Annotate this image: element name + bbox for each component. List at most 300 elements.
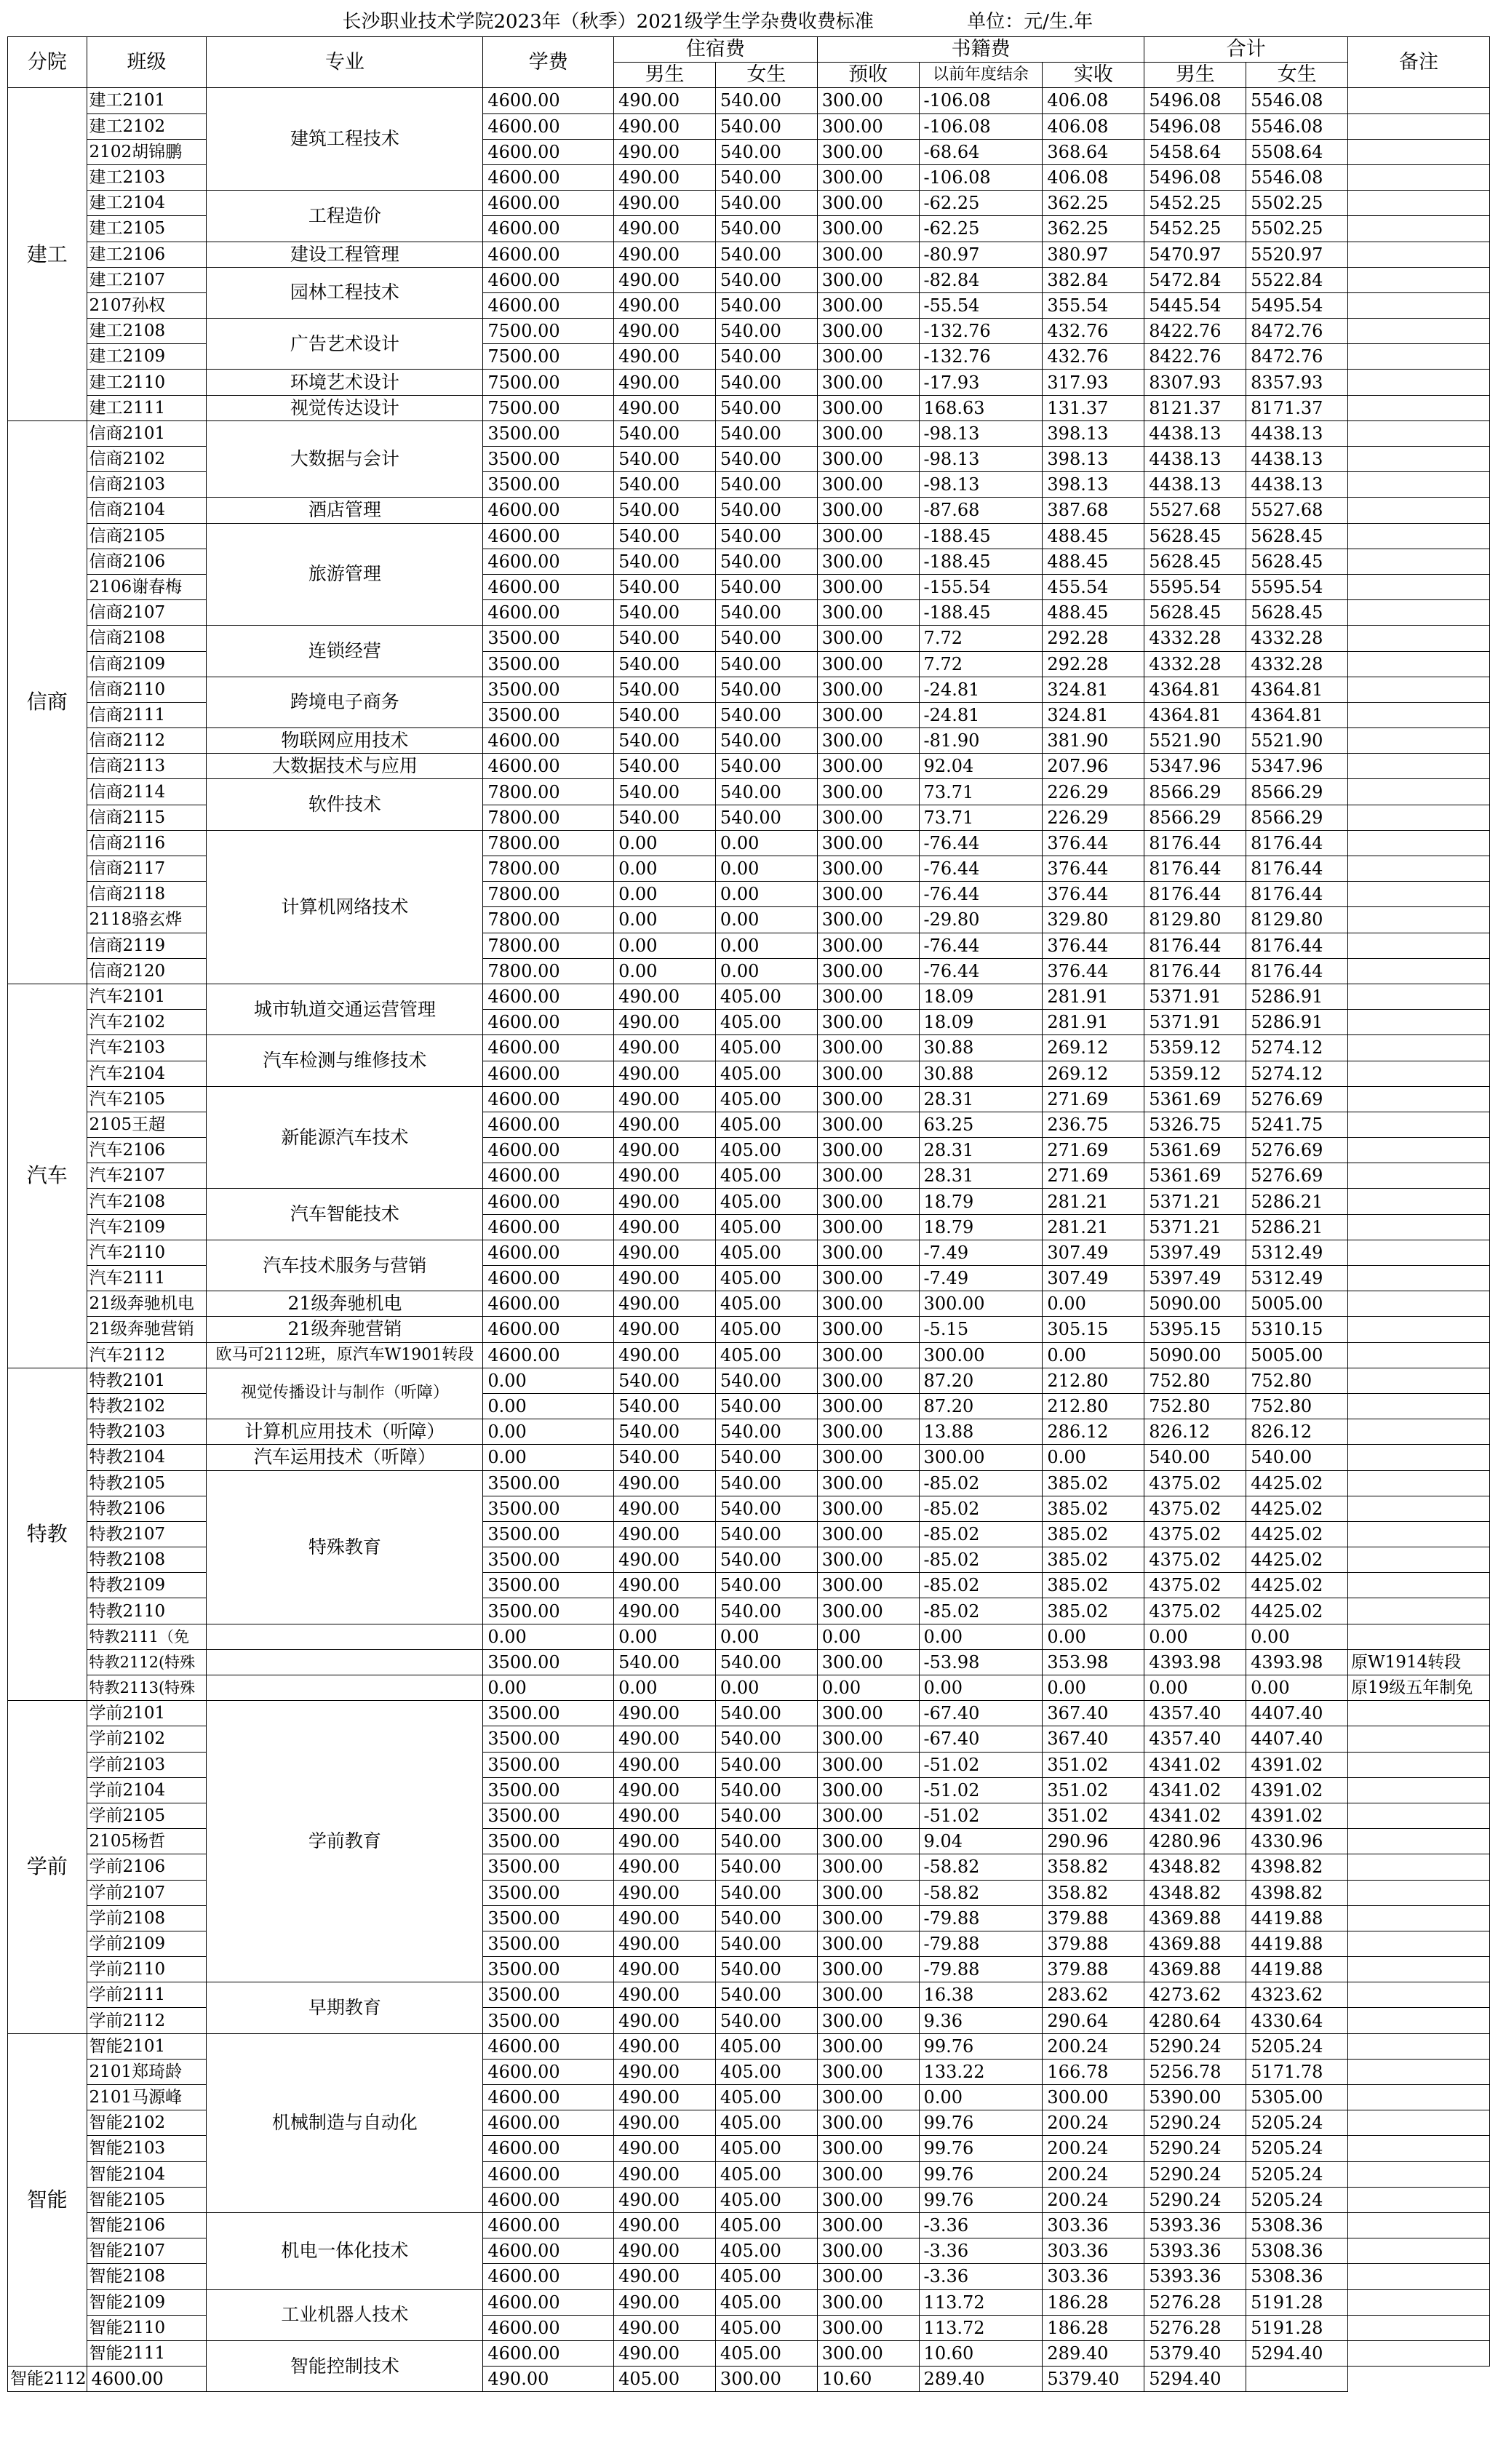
remark-cell (1348, 1086, 1490, 1112)
remark-cell (1348, 1726, 1490, 1752)
prior-balance-cell: -76.44 (919, 856, 1043, 882)
dorm-female-cell: 0.00 (715, 856, 817, 882)
tuition-cell: 3500.00 (483, 677, 614, 702)
prepay-cell: 300.00 (817, 1163, 919, 1189)
major-cell: 旅游管理 (207, 523, 483, 626)
class-cell: 建工2101 (87, 88, 207, 113)
prepay-cell: 300.00 (817, 139, 919, 164)
total-female-cell: 540.00 (1246, 1445, 1348, 1470)
class-cell: 特教2103 (87, 1419, 207, 1445)
remark-cell: 原W1914转段 (1348, 1649, 1490, 1675)
total-female-cell: 4391.02 (1246, 1752, 1348, 1777)
dorm-female-cell: 405.00 (715, 2315, 817, 2340)
tuition-cell: 4600.00 (483, 2340, 614, 2366)
dorm-male-cell: 540.00 (614, 754, 716, 779)
dorm-female-cell: 405.00 (715, 1266, 817, 1291)
prior-balance-cell: -24.81 (919, 677, 1043, 702)
actual-cell: 376.44 (1043, 856, 1144, 882)
remark-cell (1348, 1317, 1490, 1342)
prepay-cell: 300.00 (817, 1010, 919, 1035)
major-cell: 环境艺术设计 (207, 370, 483, 395)
dorm-female-cell: 540.00 (715, 1752, 817, 1777)
actual-cell: 432.76 (1043, 344, 1144, 370)
major-cell: 汽车智能技术 (207, 1189, 483, 1240)
total-male-cell: 5496.08 (1144, 164, 1246, 190)
tuition-cell: 4600.00 (483, 267, 614, 292)
total-female-cell: 0.00 (1246, 1675, 1348, 1701)
header-prepay: 预收 (817, 63, 919, 88)
total-male-cell: 5290.24 (1144, 2187, 1246, 2212)
table-row (8, 1701, 1490, 1726)
dorm-male-cell: 540.00 (614, 1445, 716, 1470)
prior-balance-cell: 18.79 (919, 1189, 1043, 1214)
total-female-cell: 5191.28 (1246, 2289, 1348, 2315)
dorm-female-cell: 540.00 (715, 164, 817, 190)
total-male-cell: 5347.96 (1144, 754, 1246, 779)
class-cell: 信商2114 (87, 779, 207, 805)
remark-cell (1348, 1010, 1490, 1035)
prepay-cell: 300.00 (817, 1701, 919, 1726)
actual-cell: 385.02 (1043, 1598, 1144, 1624)
header-total: 合计 (1144, 37, 1348, 63)
remark-cell (1348, 907, 1490, 933)
dorm-female-cell: 0.00 (715, 958, 817, 984)
prior-balance-cell: -7.49 (919, 1240, 1043, 1265)
prepay-cell: 300.00 (817, 242, 919, 267)
total-female-cell: 4323.62 (1246, 1982, 1348, 2008)
prepay-cell: 300.00 (817, 88, 919, 113)
prepay-cell: 300.00 (817, 2136, 919, 2161)
total-male-cell: 4393.98 (1144, 1649, 1246, 1675)
tuition-cell: 4600.00 (483, 1342, 614, 1368)
tuition-cell: 4600.00 (483, 2264, 614, 2289)
actual-cell: 379.88 (1043, 1931, 1144, 1956)
total-female-cell: 5286.21 (1246, 1214, 1348, 1240)
class-cell: 特教2104 (87, 1445, 207, 1470)
dorm-male-cell: 490.00 (614, 1829, 716, 1854)
total-male-cell: 5090.00 (1144, 1342, 1246, 1368)
class-cell: 学前2105 (87, 1803, 207, 1828)
actual-cell: 283.62 (1043, 1982, 1144, 2008)
dorm-female-cell: 540.00 (715, 1368, 817, 1393)
dorm-male-cell: 490.00 (614, 1598, 716, 1624)
dorm-female-cell: 405.00 (715, 1342, 817, 1368)
class-cell: 特教2106 (87, 1496, 207, 1521)
tuition-cell: 3500.00 (483, 1957, 614, 1982)
total-male-cell: 5276.28 (1144, 2315, 1246, 2340)
total-female-cell: 4425.02 (1246, 1598, 1348, 1624)
actual-cell: 355.54 (1043, 292, 1144, 318)
tuition-cell: 3500.00 (483, 1547, 614, 1573)
prepay-cell: 300.00 (817, 523, 919, 549)
dorm-male-cell: 490.00 (614, 191, 716, 216)
total-female-cell: 5546.08 (1246, 113, 1348, 139)
prior-balance-cell: -51.02 (919, 1752, 1043, 1777)
prepay-cell: 300.00 (817, 2340, 919, 2366)
dorm-male-cell: 490.00 (614, 1138, 716, 1163)
prior-balance-cell: -85.02 (919, 1470, 1043, 1496)
prior-balance-cell: -51.02 (919, 1803, 1043, 1828)
class-cell: 智能2103 (87, 2136, 207, 2161)
actual-cell: 305.15 (1043, 1317, 1144, 1342)
actual-cell: 0.00 (1043, 1342, 1144, 1368)
remark-cell (1348, 292, 1490, 318)
dorm-male-cell: 490.00 (483, 2367, 614, 2392)
class-cell: 特教2112(特殊 (87, 1649, 207, 1675)
actual-cell: 362.25 (1043, 216, 1144, 242)
prepay-cell: 300.00 (817, 1393, 919, 1419)
tuition-cell: 4600.00 (483, 2059, 614, 2084)
remark-cell (1348, 1112, 1490, 1137)
actual-cell: 186.28 (1043, 2289, 1144, 2315)
actual-cell: 300.00 (1043, 2085, 1144, 2110)
tuition-cell: 7800.00 (483, 830, 614, 856)
header-dorm-male: 男生 (614, 63, 716, 88)
total-male-cell: 4438.13 (1144, 472, 1246, 498)
tuition-cell: 0.00 (483, 1675, 614, 1701)
actual-cell: 236.75 (1043, 1112, 1144, 1137)
tuition-cell: 3500.00 (483, 1752, 614, 1777)
dorm-male-cell: 490.00 (614, 1931, 716, 1956)
class-cell: 特教2101 (87, 1368, 207, 1393)
prepay-cell: 300.00 (817, 1086, 919, 1112)
class-cell: 学前2111 (87, 1982, 207, 2008)
actual-cell: 382.84 (1043, 267, 1144, 292)
dorm-male-cell: 490.00 (614, 1061, 716, 1086)
remark-cell (1348, 319, 1490, 344)
tuition-cell: 3500.00 (483, 1726, 614, 1752)
prepay-cell: 300.00 (817, 626, 919, 651)
class-cell: 信商2120 (87, 958, 207, 984)
remark-cell (1348, 191, 1490, 216)
major-cell: 酒店管理 (207, 498, 483, 523)
prior-balance-cell: 99.76 (919, 2136, 1043, 2161)
remark-cell (1348, 728, 1490, 754)
dorm-female-cell: 405.00 (614, 2367, 716, 2392)
total-female-cell: 8472.76 (1246, 319, 1348, 344)
prepay-cell: 300.00 (817, 2059, 919, 2084)
total-female-cell: 5308.36 (1246, 2264, 1348, 2289)
remark-cell (1348, 1163, 1490, 1189)
actual-cell: 303.36 (1043, 2264, 1144, 2289)
total-male-cell: 5290.24 (1144, 2136, 1246, 2161)
class-cell: 特教2110 (87, 1598, 207, 1624)
total-male-cell: 8422.76 (1144, 344, 1246, 370)
prepay-cell: 300.00 (817, 574, 919, 599)
remark-cell (1348, 447, 1490, 472)
prior-balance-cell: -67.40 (919, 1701, 1043, 1726)
actual-cell: 281.91 (1043, 1010, 1144, 1035)
prior-balance-cell: -3.36 (919, 2212, 1043, 2238)
class-cell: 汽车2108 (87, 1189, 207, 1214)
total-female-cell: 5522.84 (1246, 267, 1348, 292)
actual-cell: 307.49 (1043, 1240, 1144, 1265)
table-row (8, 2289, 1490, 2315)
dorm-female-cell: 540.00 (715, 88, 817, 113)
prepay-cell: 300.00 (817, 2315, 919, 2340)
remark-cell (1246, 2367, 1348, 2392)
actual-cell: 406.08 (1043, 164, 1144, 190)
dorm-male-cell: 540.00 (614, 600, 716, 626)
total-male-cell: 4375.02 (1144, 1521, 1246, 1547)
actual-cell: 292.28 (1043, 651, 1144, 677)
prepay-cell: 300.00 (817, 370, 919, 395)
prior-balance-cell: -98.13 (919, 447, 1043, 472)
class-cell: 信商2118 (87, 882, 207, 907)
prepay-cell: 300.00 (817, 1598, 919, 1624)
class-cell: 汽车2111 (87, 1266, 207, 1291)
header-total-female: 女生 (1246, 63, 1348, 88)
dorm-female-cell: 540.00 (715, 498, 817, 523)
total-male-cell: 4341.02 (1144, 1803, 1246, 1828)
total-male-cell: 4280.64 (1144, 2008, 1246, 2033)
class-cell: 建工2104 (87, 191, 207, 216)
dorm-female-cell: 405.00 (715, 1240, 817, 1265)
dorm-female-cell: 405.00 (715, 1163, 817, 1189)
tuition-cell: 0.00 (483, 1368, 614, 1393)
tuition-cell: 4600.00 (483, 1214, 614, 1240)
dorm-female-cell: 405.00 (715, 2264, 817, 2289)
dorm-male-cell: 490.00 (614, 2264, 716, 2289)
prepay-cell: 0.00 (817, 1675, 919, 1701)
remark-cell (1348, 1138, 1490, 1163)
header-remark: 备注 (1348, 37, 1490, 88)
dorm-male-cell: 490.00 (614, 216, 716, 242)
total-male-cell: 8129.80 (1144, 907, 1246, 933)
class-cell: 2105王超 (87, 1112, 207, 1137)
class-cell: 信商2105 (87, 523, 207, 549)
tuition-cell: 4600.00 (483, 88, 614, 113)
remark-cell (1348, 1035, 1490, 1061)
tuition-cell: 7800.00 (483, 958, 614, 984)
remark-cell (1348, 1931, 1490, 1956)
major-cell: 大数据技术与应用 (207, 754, 483, 779)
prepay-cell: 300.00 (817, 420, 919, 446)
class-cell: 信商2107 (87, 600, 207, 626)
dorm-male-cell: 540.00 (614, 805, 716, 830)
tuition-cell: 0.00 (483, 1419, 614, 1445)
table-row (8, 1368, 1490, 1393)
total-male-cell: 8176.44 (1144, 882, 1246, 907)
dorm-male-cell: 490.00 (614, 1803, 716, 1828)
dorm-male-cell: 540.00 (614, 1393, 716, 1419)
dorm-male-cell: 490.00 (614, 139, 716, 164)
fee-table (7, 7, 1490, 2392)
prepay-cell: 300.00 (817, 1752, 919, 1777)
remark-cell (1348, 651, 1490, 677)
unit-label: 单位：元/生.年 (967, 11, 1093, 33)
total-male-cell: 4364.81 (1144, 677, 1246, 702)
total-female-cell: 4419.88 (1246, 1931, 1348, 1956)
table-title-cell (8, 7, 1490, 37)
table-row (8, 395, 1490, 420)
header-division: 分院 (8, 37, 87, 88)
table-row (8, 1342, 1490, 1368)
remark-cell (1348, 779, 1490, 805)
division-cell: 特教 (8, 1368, 87, 1700)
dorm-male-cell: 490.00 (614, 1957, 716, 1982)
remark-cell (1348, 1061, 1490, 1086)
tuition-cell: 3500.00 (483, 1803, 614, 1828)
remark-cell (1348, 1982, 1490, 2008)
class-cell: 2106谢春梅 (87, 574, 207, 599)
dorm-male-cell: 490.00 (614, 1214, 716, 1240)
total-male-cell: 5393.36 (1144, 2212, 1246, 2238)
dorm-female-cell: 540.00 (715, 754, 817, 779)
total-female-cell: 8176.44 (1246, 933, 1348, 958)
remark-cell (1348, 1854, 1490, 1880)
actual-cell: 379.88 (1043, 1905, 1144, 1931)
class-cell: 汽车2106 (87, 1138, 207, 1163)
prepay-cell: 300.00 (817, 2110, 919, 2136)
dorm-female-cell: 540.00 (715, 1547, 817, 1573)
prior-balance-cell: -106.08 (919, 88, 1043, 113)
class-cell: 信商2112 (87, 728, 207, 754)
total-male-cell: 5470.97 (1144, 242, 1246, 267)
dorm-male-cell: 490.00 (614, 1880, 716, 1905)
prepay-cell: 300.00 (817, 1342, 919, 1368)
total-male-cell: 5628.45 (1144, 523, 1246, 549)
prior-balance-cell: 92.04 (919, 754, 1043, 779)
class-cell: 学前2106 (87, 1854, 207, 1880)
prior-balance-cell: -87.68 (919, 498, 1043, 523)
actual-cell: 0.00 (1043, 1291, 1144, 1317)
remark-cell (1348, 677, 1490, 702)
dorm-female-cell: 0.00 (715, 830, 817, 856)
prior-balance-cell: 113.72 (919, 2315, 1043, 2340)
prepay-cell: 300.00 (817, 1291, 919, 1317)
total-female-cell: 8566.29 (1246, 779, 1348, 805)
header-dorm: 住宿费 (614, 37, 818, 63)
class-cell: 特教2108 (87, 1547, 207, 1573)
dorm-female-cell: 405.00 (715, 2161, 817, 2187)
remark-cell (1348, 1266, 1490, 1291)
dorm-male-cell: 490.00 (614, 242, 716, 267)
actual-cell: 200.24 (1043, 2033, 1144, 2059)
major-cell: 欧马可2112班，原汽车W1901转段 (207, 1342, 483, 1368)
tuition-cell: 4600.00 (483, 292, 614, 318)
prepay-cell: 300.00 (817, 1496, 919, 1521)
tuition-cell: 4600.00 (483, 1266, 614, 1291)
prepay-cell: 300.00 (817, 1829, 919, 1854)
prior-balance-cell: 0.00 (919, 1624, 1043, 1649)
class-cell: 智能2110 (87, 2315, 207, 2340)
dorm-female-cell: 540.00 (715, 677, 817, 702)
class-cell: 汽车2105 (87, 1086, 207, 1112)
dorm-female-cell: 405.00 (715, 2187, 817, 2212)
class-cell: 2105杨哲 (87, 1829, 207, 1854)
total-male-cell: 5445.54 (1144, 292, 1246, 318)
actual-cell: 271.69 (1043, 1138, 1144, 1163)
header-major: 专业 (207, 37, 483, 88)
table-row (8, 242, 1490, 267)
total-male-cell: 4357.40 (1144, 1726, 1246, 1752)
prior-balance-cell: -3.36 (919, 2238, 1043, 2264)
remark-cell (1348, 88, 1490, 113)
total-female-cell: 5274.12 (1246, 1035, 1348, 1061)
tuition-cell: 4600.00 (483, 216, 614, 242)
dorm-male-cell: 0.00 (614, 933, 716, 958)
total-female-cell: 4332.28 (1246, 651, 1348, 677)
dorm-male-cell: 490.00 (614, 164, 716, 190)
actual-cell: 385.02 (1043, 1470, 1144, 1496)
class-cell: 汽车2103 (87, 1035, 207, 1061)
total-female-cell: 5502.25 (1246, 216, 1348, 242)
dorm-female-cell: 0.00 (715, 882, 817, 907)
dorm-male-cell: 0.00 (614, 856, 716, 882)
dorm-female-cell: 540.00 (715, 242, 817, 267)
class-cell: 智能2109 (87, 2289, 207, 2315)
dorm-female-cell: 540.00 (715, 1598, 817, 1624)
actual-cell: 358.82 (1043, 1854, 1144, 1880)
dorm-female-cell: 540.00 (715, 472, 817, 498)
total-female-cell: 4438.13 (1246, 420, 1348, 446)
remark-cell (1348, 1573, 1490, 1598)
class-cell: 智能2107 (87, 2238, 207, 2264)
total-male-cell: 5359.12 (1144, 1035, 1246, 1061)
tuition-cell: 0.00 (483, 1393, 614, 1419)
total-female-cell: 4393.98 (1246, 1649, 1348, 1675)
actual-cell: 200.24 (1043, 2161, 1144, 2187)
total-female-cell: 8472.76 (1246, 344, 1348, 370)
total-male-cell: 5397.49 (1144, 1240, 1246, 1265)
dorm-male-cell: 490.00 (614, 395, 716, 420)
remark-cell (1348, 1496, 1490, 1521)
class-cell: 智能2108 (87, 2264, 207, 2289)
header-actual: 实收 (1043, 63, 1144, 88)
dorm-male-cell: 490.00 (614, 1086, 716, 1112)
class-cell: 建工2105 (87, 216, 207, 242)
total-female-cell: 5310.15 (1246, 1317, 1348, 1342)
total-male-cell: 0.00 (1144, 1624, 1246, 1649)
class-cell: 建工2111 (87, 395, 207, 420)
total-female-cell: 4407.40 (1246, 1701, 1348, 1726)
total-male-cell: 5379.40 (1043, 2367, 1144, 2392)
prior-balance-cell: -85.02 (919, 1521, 1043, 1547)
prepay-cell: 300.00 (817, 549, 919, 574)
dorm-female-cell: 540.00 (715, 626, 817, 651)
major-cell (207, 1675, 483, 1701)
dorm-male-cell: 540.00 (614, 702, 716, 727)
dorm-female-cell: 405.00 (715, 984, 817, 1009)
prior-balance-cell: -85.02 (919, 1496, 1043, 1521)
header-tuition: 学费 (483, 37, 614, 88)
total-male-cell: 5276.28 (1144, 2289, 1246, 2315)
table-row (8, 830, 1490, 856)
prior-balance-cell: 300.00 (919, 1291, 1043, 1317)
prior-balance-cell: -81.90 (919, 728, 1043, 754)
tuition-cell: 4600.00 (483, 1291, 614, 1317)
total-female-cell: 5495.54 (1246, 292, 1348, 318)
total-female-cell: 4330.64 (1246, 2008, 1348, 2033)
major-cell: 城市轨道交通运营管理 (207, 984, 483, 1034)
major-cell: 建设工程管理 (207, 242, 483, 267)
dorm-male-cell: 490.00 (614, 2238, 716, 2264)
tuition-cell: 4600.00 (483, 2315, 614, 2340)
prior-balance-cell: -85.02 (919, 1547, 1043, 1573)
tuition-cell: 3500.00 (483, 2008, 614, 2033)
dorm-male-cell: 490.00 (614, 1291, 716, 1317)
dorm-female-cell: 540.00 (715, 420, 817, 446)
dorm-female-cell: 405.00 (715, 1138, 817, 1163)
total-female-cell: 752.80 (1246, 1393, 1348, 1419)
dorm-male-cell: 490.00 (614, 267, 716, 292)
prepay-cell: 300.00 (817, 1777, 919, 1803)
prepay-cell: 300.00 (817, 113, 919, 139)
dorm-male-cell: 490.00 (614, 1010, 716, 1035)
remark-cell (1348, 1521, 1490, 1547)
total-male-cell: 5395.15 (1144, 1317, 1246, 1342)
